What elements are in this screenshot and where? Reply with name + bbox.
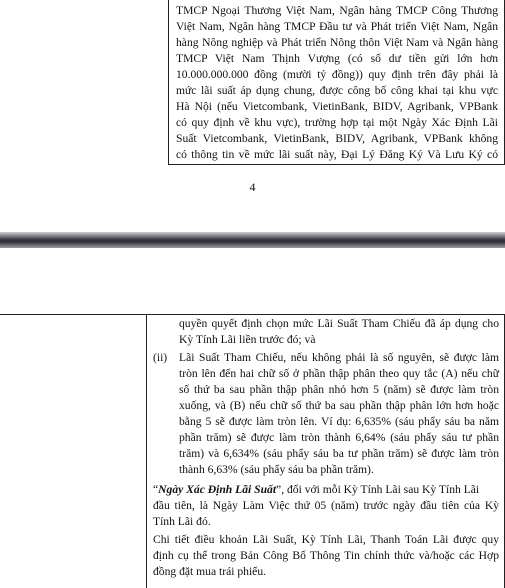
text-line: xuống, và (B) nếu chữ số thứ ba sau phần thập phân lớn hơn hoặc bbox=[179, 399, 499, 412]
text-line: quyền quyết định chọn mức Lãi Suất Tham Chiếu đã áp dụng cho bbox=[179, 317, 499, 330]
item-text bbox=[179, 350, 499, 478]
text-line: đồng đặt mua trái phiếu. bbox=[153, 565, 267, 578]
definition-paragraph bbox=[153, 482, 499, 530]
definition-rest: ”, đối với mỗi Kỳ Tính Lãi sau Kỳ Tính Lãi bbox=[276, 483, 480, 496]
text-line: Lãi Suất Tham Chiếu, nếu không phải là số nguyên, sẽ được làm bbox=[179, 351, 499, 364]
text-line: Tính Lãi đó. bbox=[153, 515, 211, 528]
text-line: mức lãi suất áp dụng chung, được công bố công khai tại khu vực bbox=[176, 84, 498, 97]
text-line: Suất Vietcombank, VietinBank, BIDV, Agribank, VPBank không bbox=[176, 132, 498, 145]
document-page-bottom bbox=[0, 248, 505, 588]
definition-head bbox=[153, 482, 479, 498]
text-line: TMCP Ngoại Thương Việt Nam, Ngân hàng TMCP Công Thương bbox=[176, 4, 498, 17]
text-line: có thông tin về mức lãi suất này, Đại Lý Đăng Ký Và Lưu Ký có bbox=[176, 148, 498, 161]
table-cell-text bbox=[176, 3, 498, 163]
text-line: bằng 5 sẽ được làm tròn lên. Ví dụ: 6,635% (sáu phẩy sáu ba năm bbox=[179, 415, 499, 428]
continuation-text bbox=[179, 316, 499, 348]
text-line: thành 6,63% (sáu phẩy sáu ba phần trăm). bbox=[179, 463, 374, 476]
text-line: Chi tiết điều khoản Lãi Suất, Kỳ Tính Lãi, Thanh Toán Lãi được quy bbox=[153, 533, 499, 546]
text-line: hàng Nông nghiệp và Phát triển Nông thôn Việt Nam và Ngân hàng bbox=[176, 36, 498, 49]
table-border-bottom bbox=[168, 164, 505, 165]
page-separator bbox=[0, 232, 505, 248]
page-number: 4 bbox=[249, 180, 256, 194]
text-line: số thứ ba sau phần thập phân nhỏ hơn 5 (năm) sẽ được làm tròn bbox=[179, 383, 499, 396]
text-line: phần trăm) sẽ được làm tròn thành 6,64% (sáu phẩy sáu tư phần bbox=[179, 431, 499, 444]
text-line: định cụ thể trong Bản Công Bố Thông Tin chính thức và/hoặc các Hợp bbox=[153, 549, 499, 562]
item-marker: (ii) bbox=[153, 351, 168, 364]
text-line: TMCP Việt Nam Thịnh Vượng (có số dư tiền gửi lớn hơn bbox=[176, 52, 498, 65]
text-line: trăm) và 6,634% (sáu phẩy sáu ba tư phần trăm) sẽ được làm tròn bbox=[179, 447, 499, 460]
table-border-left bbox=[168, 0, 169, 165]
definition-first-line bbox=[153, 482, 499, 498]
open-quote: “ bbox=[153, 483, 159, 496]
text-line: đầu tiên, là Ngày Làm Việc thứ 05 (năm) trước ngày đầu tiên của Kỳ bbox=[153, 499, 499, 512]
text-line: tròn lên đến hai chữ số ở phần thập phân theo quy tắc (A) nếu chữ bbox=[179, 367, 499, 380]
document-page-top bbox=[0, 0, 505, 232]
text-line: Hà Nội (nếu Vietcombank, VietinBank, BIDV, Agribank, VPBank bbox=[176, 100, 498, 113]
text-line: Việt Nam, Ngân hàng TMCP Đầu tư và Phát triển Việt Nam, Ngân bbox=[176, 20, 498, 33]
table-border-middle bbox=[146, 314, 147, 588]
text-line: có quy định về khu vực), trường hợp tại một Ngày Xác Định Lãi bbox=[176, 116, 498, 129]
text-line: 10.000.000.000 đồng (mười tỷ đồng)) quy định trên đây phải là bbox=[176, 68, 498, 81]
closing-paragraph bbox=[153, 532, 499, 580]
table-border-top bbox=[0, 314, 505, 315]
text-line: Kỳ Tính Lãi liền trước đó; và bbox=[179, 333, 316, 346]
defined-term: Ngày Xác Định Lãi Suất bbox=[158, 483, 277, 496]
